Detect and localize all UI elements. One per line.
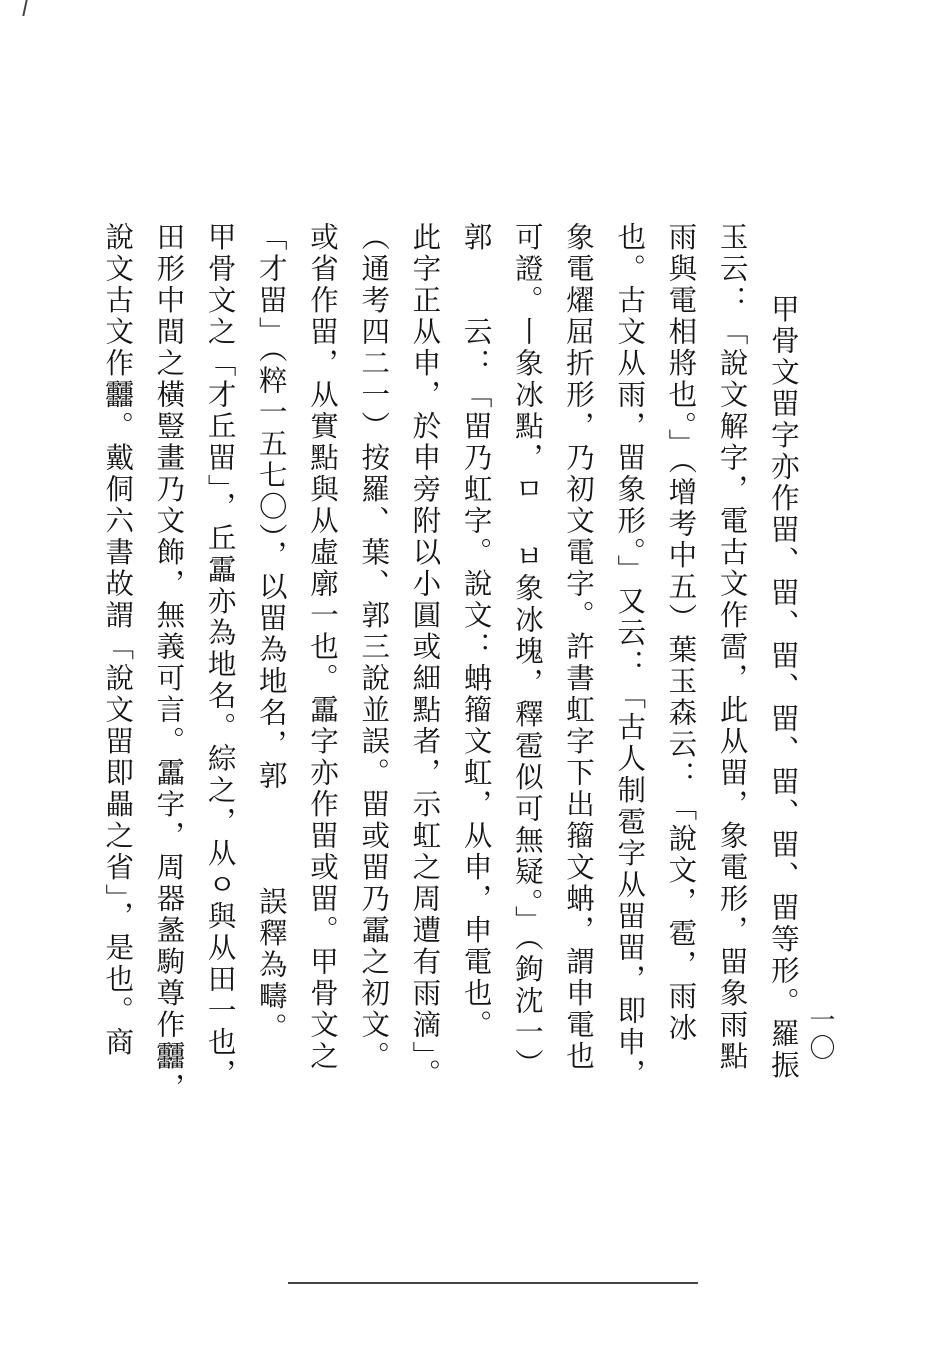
text-column: 甲骨文㽞字亦作㽞、㽞、㽞、㽞、㽞、㽞、㽞等形。羅振	[766, 294, 800, 1082]
text-column: 雨與電相將也。」（增考中五）葉玉森云：「說文，雹，雨冰	[664, 222, 698, 1044]
text-column: 也。古文从雨，㽞象形。」又云：「古人制雹字从㽞㽞，即申，	[613, 222, 647, 1090]
text-column: 田形中間之橫豎畫乃文飾，無義可言。靁字，周器盠駒尊作䨻，	[152, 222, 186, 1104]
scan-edge-mark	[22, 0, 27, 16]
text-column: 郭 云：「㽞乃虹字。說文：蚺籀文虹，从申，申電也。	[459, 222, 493, 1041]
vertical-text-block	[100, 222, 800, 1162]
text-column: 象電燿屈折形，乃初文電字。許書虹字下出籀文蚺，謂申電也	[562, 222, 596, 1073]
text-column: 「才㽞」（粹一五七〇），以㽞為地名，郭 誤釋為疇。	[254, 222, 288, 1044]
text-column: （通考四二一）按羅、葉、郭三說並誤。㽞或㽞乃靁之初文。	[357, 222, 391, 1073]
page-number: 一〇	[805, 1006, 835, 1062]
text-column: 玉云：「說文解字，電古文作䨓，此从㽞，象電形，㽞象雨點	[715, 222, 749, 1073]
text-column: 此字正从申，於申旁附以小圓或細點者，示虹之周遭有雨滴」。	[408, 222, 442, 1090]
bottom-rule	[288, 1282, 698, 1284]
text-column: 說文古文作䨻。戴侗六書故謂「說文㽞即畾之省」，是也。商	[101, 222, 135, 1059]
text-column: 或省作㽞，从實點與从虛廓一也。靁字亦作㽞或㽞。甲骨文之	[306, 222, 339, 1073]
text-column: 可證。丨象冰點，ㅁ ㅂ象冰塊，釋雹似可無疑。」（鉤沈一）	[510, 222, 544, 1080]
text-column: 甲骨文之「才丘㽞」，丘靁亦為地名。綜之，从ㅇ與从田一也，	[203, 222, 237, 1090]
